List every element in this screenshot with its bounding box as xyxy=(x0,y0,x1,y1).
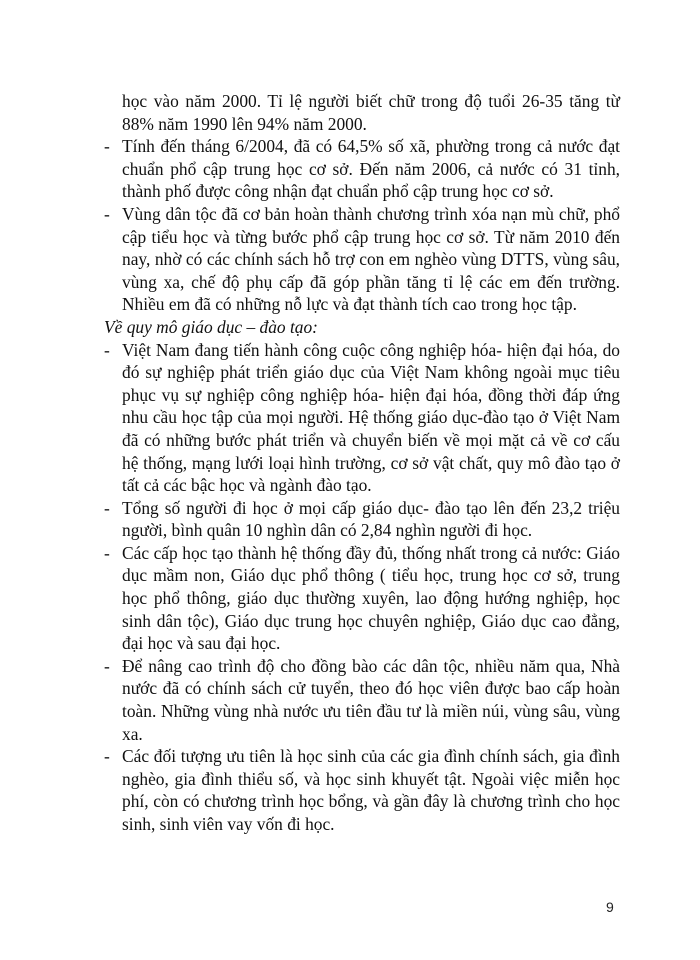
list-item-text: Các cấp học tạo thành hệ thống đầy đủ, thống nhất trong cả nước: Giáo dục mầm non, Giáo dục phổ thông ( tiểu học, trung học cơ sở, trung học phổ thông, giáo dục thường xuyên, lao động hướng nghiệp, học sinh dân tộc), Giáo dục trung học chuyên nghiệp, Giáo dục cao đẳng, đại học và sau đại học. xyxy=(122,542,620,654)
section-heading: Về quy mô giáo dục – đào tạo: xyxy=(104,316,318,337)
bullet-dash: - xyxy=(104,136,110,157)
list-item xyxy=(104,655,620,745)
bullet-dash: - xyxy=(104,746,110,767)
list-item xyxy=(104,497,620,542)
continuation-paragraph: học vào năm 2000. Tỉ lệ người biết chữ trong độ tuổi 26-35 tăng từ 88% năm 1990 lên 94% năm 2000. xyxy=(122,91,620,134)
list-item xyxy=(104,203,620,316)
list-item xyxy=(104,339,620,497)
list-item-text: Các đối tượng ưu tiên là học sinh của các gia đình chính sách, gia đình nghèo, gia đình thiểu số, và học sinh khuyết tật. Ngoài việc miễn học phí, còn có chương trình học bổng, và gần đây là chương trình cho học sinh, sinh viên vay vốn đi học. xyxy=(122,746,620,834)
bullet-dash: - xyxy=(104,542,110,563)
list-item xyxy=(104,542,620,655)
bullet-dash: - xyxy=(104,203,110,224)
page-number: 9 xyxy=(606,899,614,915)
bullet-dash: - xyxy=(104,497,110,518)
list-item xyxy=(104,745,620,835)
list-item-text: Tính đến tháng 6/2004, đã có 64,5% số xã, phường trong cả nước đạt chuẩn phổ cập trung học cơ sở. Đến năm 2006, cả nước có 31 tỉnh, thành phố được công nhận đạt chuẩn phổ cập trung học cơ sở. xyxy=(122,136,620,202)
bullet-dash: - xyxy=(104,655,110,676)
list-item-text: Vùng dân tộc đã cơ bản hoàn thành chương trình xóa nạn mù chữ, phổ cập tiểu học và từng bước phổ cập trung học cơ sở. Từ năm 2010 đến nay, nhờ có các chính sách hỗ trợ con em nghèo vùng DTTS, vùng sâu, vùng xa, chế độ phụ cấp đã góp phần tăng tỉ lệ các em đến trường. Nhiều em đã có những nỗ lực và đạt thành tích cao trong học tập. xyxy=(122,203,620,315)
list-item-text: Việt Nam đang tiến hành công cuộc công nghiệp hóa- hiện đại hóa, do đó sự nghiệp phát triển giáo dục của Việt Nam không ngoài mục tiêu phục vụ sự nghiệp công nghiệp hóa- hiện đại hóa, đồng thời đáp ứng nhu cầu học tập của mọi người. Hệ thống giáo dục-đào tạo ở Việt Nam đã có những bước phát triển và chuyển biến về mọi mặt cả về cơ cấu hệ thống, mạng lưới loại hình trường, cơ sở vật chất, quy mô đào tạo ở tất cả các bậc học và ngành đào tạo. xyxy=(122,339,620,496)
list-item-text: Để nâng cao trình độ cho đồng bào các dân tộc, nhiều năm qua, Nhà nước đã có chính sách cử tuyển, theo đó học viên được bao cấp hoàn toàn. Những vùng nhà nước ưu tiên đầu tư là miền núi, vùng sâu, vùng xa. xyxy=(122,655,620,744)
list-item-text: Tổng số người đi học ở mọi cấp giáo dục- đào tạo lên đến 23,2 triệu người, bình quân 10 nghìn dân có 2,84 nghìn người đi học. xyxy=(122,497,620,541)
bullet-dash: - xyxy=(104,339,110,360)
list-item xyxy=(104,135,620,203)
text-block-top xyxy=(104,90,620,836)
